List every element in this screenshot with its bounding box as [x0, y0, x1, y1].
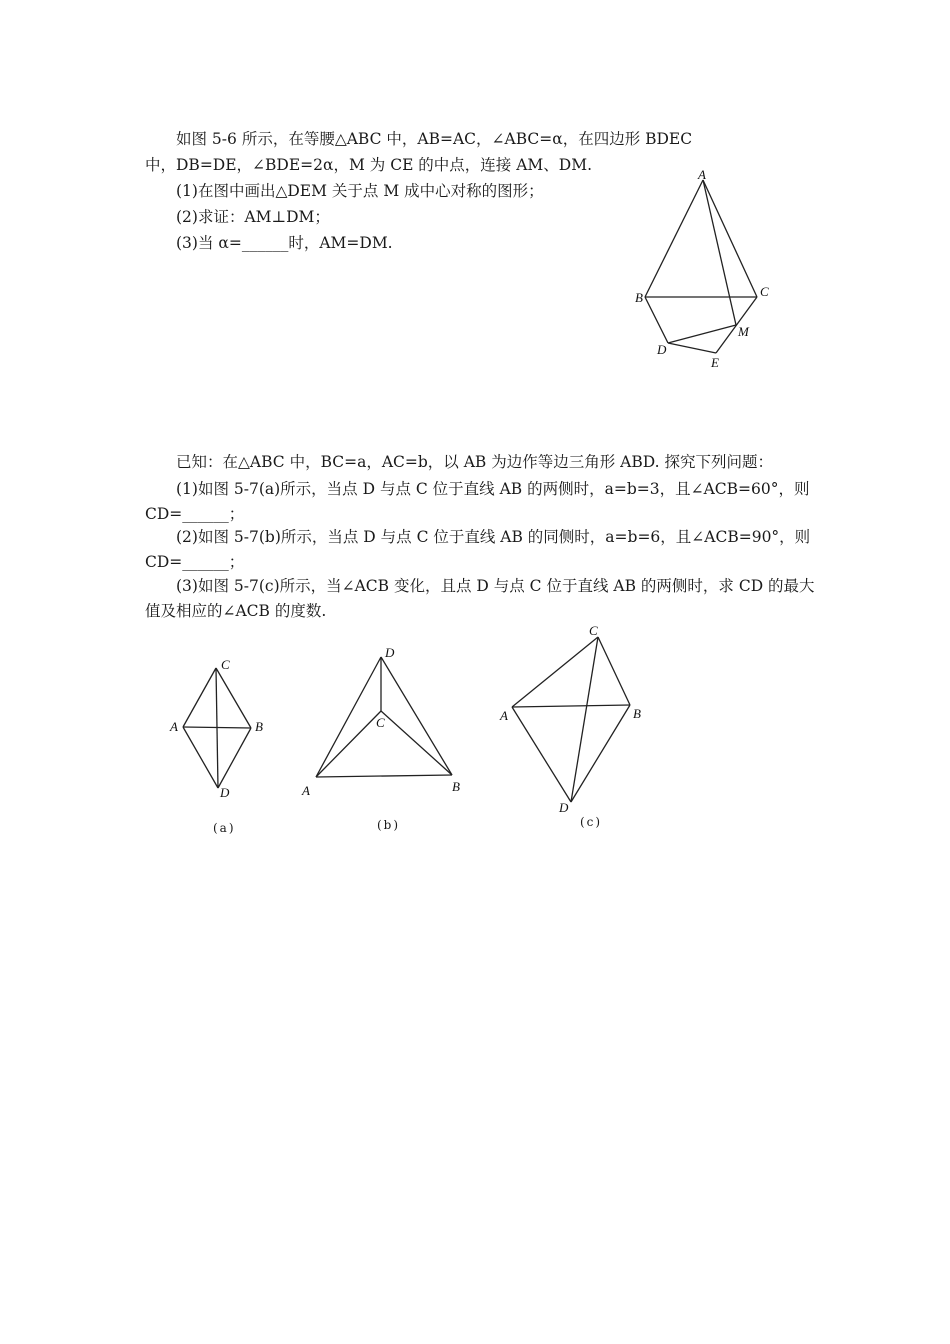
label-b-b: B: [452, 779, 460, 794]
problem1-line-2: 中，DB=DE，∠BDE=2α，M 为 CE 的中点，连接 AM、DM.: [145, 156, 593, 174]
figure-5-7-a: [169, 657, 263, 800]
problem1-line-5: (3)当 α=______时，AM=DM.: [176, 234, 393, 252]
label-c: C: [760, 284, 769, 299]
caption-c: (c): [580, 815, 603, 829]
problem2-line-5: CD=______；: [145, 553, 245, 571]
problem2-line-3: CD=______；: [145, 505, 245, 523]
problem2-line-2: (1)如图 5-7(a)所示，当点 D 与点 C 位于直线 AB 的两侧时，a=b=3，且∠ACB=60°，则: [176, 480, 810, 498]
label-c-b: B: [633, 706, 641, 721]
label-a-b: B: [255, 719, 263, 734]
label-m: M: [738, 324, 749, 339]
problem2-line-4: (2)如图 5-7(b)所示，当点 D 与点 C 位于直线 AB 的同侧时，a=b=6，且∠ACB=90°，则: [176, 528, 811, 546]
label-c-d: D: [559, 800, 569, 815]
label-c-a: A: [500, 708, 508, 723]
label-d: D: [657, 342, 667, 357]
label-a-a: A: [170, 719, 178, 734]
problem2-line-1: 已知：在△ABC 中，BC=a，AC=b，以 AB 为边作等边三角形 ABD. 探究下列问题：: [176, 453, 773, 471]
label-a: A: [698, 167, 706, 182]
figure-5-7-c: [499, 623, 641, 815]
problem1-line-4: (2)求证：AM⊥DM；: [176, 208, 330, 226]
label-b-a: A: [302, 783, 310, 798]
problem2-line-7: 值及相应的∠ACB 的度数.: [145, 602, 327, 620]
label-a-d: D: [220, 785, 230, 800]
label-a-c: C: [221, 657, 230, 672]
caption-a: (a): [213, 821, 236, 835]
problem2-line-6: (3)如图 5-7(c)所示，当∠ACB 变化，且点 D 与点 C 位于直线 AB 的两侧时，求 CD 的最大: [176, 577, 815, 595]
label-b: B: [635, 290, 643, 305]
problem1-line-1: 如图 5-6 所示，在等腰△ABC 中，AB=AC，∠ABC=α，在四边形 BDEC: [176, 130, 693, 148]
label-b-d: D: [385, 645, 395, 660]
caption-b: (b): [377, 818, 401, 832]
problem1-line-3: (1)在图中画出△DEM 关于点 M 成中心对称的图形；: [176, 182, 544, 200]
label-e: E: [711, 355, 719, 370]
label-c-c: C: [589, 623, 598, 638]
figure-5-7-b: [301, 645, 460, 798]
label-b-c: C: [376, 715, 385, 730]
